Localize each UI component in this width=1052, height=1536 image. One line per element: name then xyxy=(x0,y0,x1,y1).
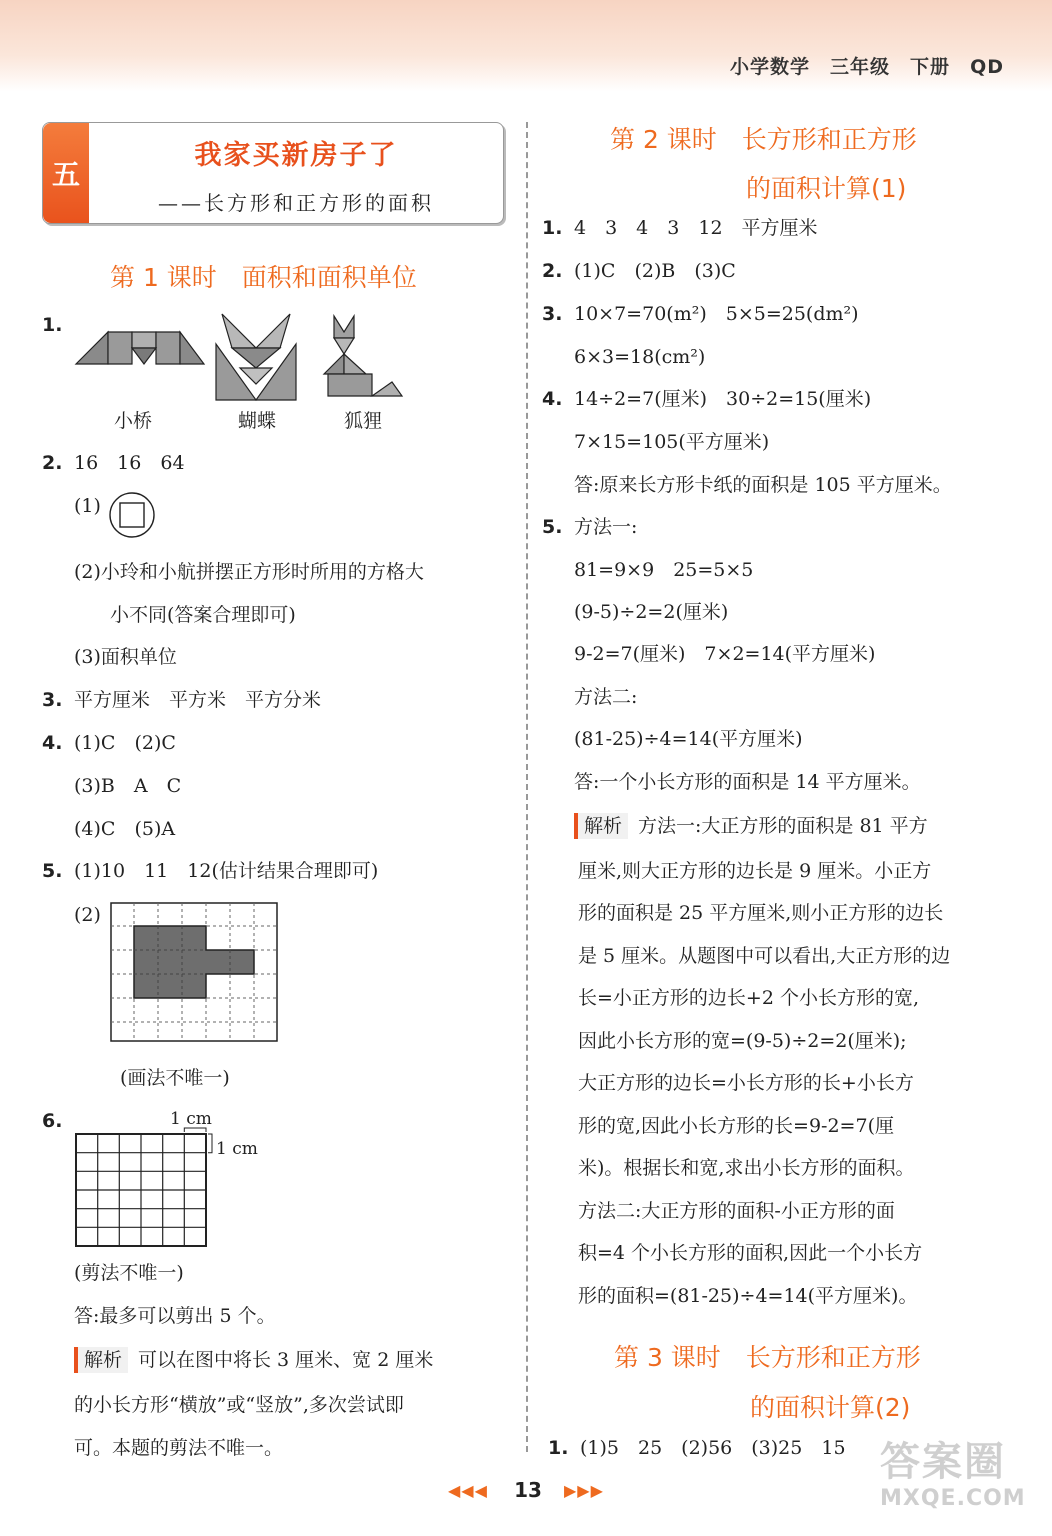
q4-line2: (3)B A C xyxy=(74,775,182,797)
left-analysis-line3: 可。本题的剪法不唯一。 xyxy=(74,1437,284,1459)
r-analysis-line12: 形的面积=(81-25)÷4=14(平方厘米)。 xyxy=(578,1285,918,1307)
analysis-tag: 解析 xyxy=(574,813,628,839)
q4-line3: (4)C (5)A xyxy=(74,818,176,840)
r-q5-line6: (81-25)÷4=14(平方厘米) xyxy=(574,728,803,750)
r-q4-line2: 7×15=105(平方厘米) xyxy=(574,431,770,453)
r-analysis-line5: 长=小正方形的边长+2 个小长方形的宽, xyxy=(578,987,920,1009)
bridge-figure xyxy=(76,332,204,364)
r-l3-q1-answer: (1)5 25 (2)56 (3)25 15 xyxy=(580,1437,846,1459)
grade: 三年级 xyxy=(830,56,891,78)
butterfly-figure xyxy=(216,314,296,400)
r-q4-line1: 14÷2=7(厘米) 30÷2=15(厘米) xyxy=(574,388,872,410)
r-q5-number: 5. xyxy=(542,516,563,538)
r-q5-line4: 9-2=7(厘米) 7×2=14(平方厘米) xyxy=(574,643,876,665)
r-analysis-line3: 形的面积是 25 平方厘米,则小正方形的边长 xyxy=(578,902,944,924)
book-header xyxy=(710,52,1004,79)
q2-part2-line1: (2)小玲和小航拼摆正方形时所用的方格大 xyxy=(74,561,424,583)
q5-part2-label: (2) xyxy=(74,904,101,926)
analysis-tag: 解析 xyxy=(74,1347,128,1373)
r-analysis-line11: 积=4 个小长方形的面积,因此一个小长方 xyxy=(578,1242,923,1264)
unit-title: 我家买新房子了 xyxy=(194,140,398,171)
q2-part1-label: (1) xyxy=(74,495,101,517)
q6-dim-right: 1 cm xyxy=(216,1139,258,1159)
r-analysis-line7: 大正方形的边长=小长方形的长+小长方 xyxy=(578,1072,914,1094)
left-analysis-line1: 解析 可以在图中将长 3 厘米、宽 2 厘米 xyxy=(74,1347,433,1373)
next-arrows-icon: ▶▶▶ xyxy=(564,1481,604,1500)
r-q3-number: 3. xyxy=(542,303,563,325)
r-q3-line2: 6×3=18(cm²) xyxy=(574,346,706,368)
q6-answer: 答:最多可以剪出 5 个。 xyxy=(74,1305,276,1327)
lesson3-title-line2: 的面积计算(2) xyxy=(750,1393,911,1422)
prev-arrows-icon: ◀◀◀ xyxy=(448,1481,488,1500)
r-q5-line3: (9-5)÷2=2(厘米) xyxy=(574,601,729,623)
r-q3-line1: 10×7=70(m²) 5×5=25(dm²) xyxy=(574,303,859,325)
q6-number: 6. xyxy=(42,1110,63,1132)
tangram-figures xyxy=(72,308,412,404)
q2-part3: (3)面积单位 xyxy=(74,646,177,668)
r-analysis-line8: 形的宽,因此小长方形的长=9-2=7(厘 xyxy=(578,1115,894,1137)
r-q4-number: 4. xyxy=(542,388,563,410)
cut-grid-figure xyxy=(74,1124,216,1250)
q5-note: (画法不唯一) xyxy=(120,1067,230,1089)
r-l3-q1-number: 1. xyxy=(548,1437,569,1459)
r-q5-line1: 方法一: xyxy=(574,516,638,538)
fox-figure xyxy=(324,316,402,396)
q6-dim-top: 1 cm xyxy=(170,1109,212,1129)
q4-line1: (1)C (2)C xyxy=(74,732,176,754)
left-analysis-line2: 的小长方形“横放”或“竖放”,多次尝试即 xyxy=(74,1394,404,1416)
r-q2-answer: (1)C (2)B (3)C xyxy=(574,260,736,282)
r-q5-line2: 81=9×9 25=5×5 xyxy=(574,559,754,581)
r-analysis-line9: 米)。根据长和宽,求出小长方形的面积。 xyxy=(578,1157,915,1179)
r-analysis-line10: 方法二:大正方形的面积-小正方形的面 xyxy=(578,1200,895,1222)
q4-number: 4. xyxy=(42,732,63,754)
label-fox: 狐狸 xyxy=(344,410,383,432)
unit-title-box xyxy=(42,122,504,224)
r-q1-number: 1. xyxy=(542,217,563,239)
r-q4-line3: 答:原来长方形卡纸的面积是 105 平方厘米。 xyxy=(574,474,952,496)
q3-number: 3. xyxy=(42,689,63,711)
dotted-grid-figure xyxy=(110,902,280,1044)
label-butterfly: 蝴蝶 xyxy=(238,410,277,432)
q6-note: (剪法不唯一) xyxy=(74,1262,184,1284)
unit-number: 五 xyxy=(43,123,89,223)
watermark xyxy=(880,1430,1040,1526)
r-q5-line7: 答:一个小长方形的面积是 14 平方厘米。 xyxy=(574,771,921,793)
lesson2-title-line2: 的面积计算(1) xyxy=(746,174,907,203)
r-q5-line5: 方法二: xyxy=(574,686,638,708)
watermark-line1: 答案圈 xyxy=(880,1439,1006,1485)
r-q1-answer: 4 3 4 3 12 平方厘米 xyxy=(574,217,818,239)
r-q2-number: 2. xyxy=(542,260,563,282)
q2-answer: 16 16 64 xyxy=(74,452,185,474)
page-number: 13 xyxy=(514,1478,542,1502)
subject: 小学数学 xyxy=(730,56,811,78)
lesson3-title-line1: 第 3 课时 长方形和正方形 xyxy=(614,1343,921,1372)
circle-square-figure xyxy=(108,490,158,540)
column-divider xyxy=(526,122,528,1452)
q3-answer: 平方厘米 平方米 平方分米 xyxy=(74,689,322,711)
edition: QD xyxy=(970,56,1004,78)
q1-number: 1. xyxy=(42,314,63,336)
label-bridge: 小桥 xyxy=(114,410,153,432)
q2-number: 2. xyxy=(42,452,63,474)
r-analysis-line4: 是 5 厘米。从题图中可以看出,大正方形的边 xyxy=(578,945,951,967)
unit-subtitle: ——长方形和正方形的面积 xyxy=(158,191,434,215)
q2-part2-line2: 小不同(答案合理即可) xyxy=(110,604,296,626)
lesson2-title-line1: 第 2 课时 长方形和正方形 xyxy=(610,125,917,154)
r-analysis-line6: 因此小长方形的宽=(9-5)÷2=2(厘米); xyxy=(578,1030,907,1052)
lesson1-title: 第 1 课时 面积和面积单位 xyxy=(110,263,417,292)
q5-number: 5. xyxy=(42,860,63,882)
volume: 下册 xyxy=(910,56,951,78)
r-analysis-line1: 解析 方法一:大正方形的面积是 81 平方 xyxy=(574,813,928,839)
r-analysis-line2: 厘米,则大正方形的边长是 9 厘米。小正方 xyxy=(578,860,932,882)
watermark-line2: MXQE.COM xyxy=(880,1486,1026,1511)
q5-line1: (1)10 11 12(估计结果合理即可) xyxy=(74,860,379,882)
